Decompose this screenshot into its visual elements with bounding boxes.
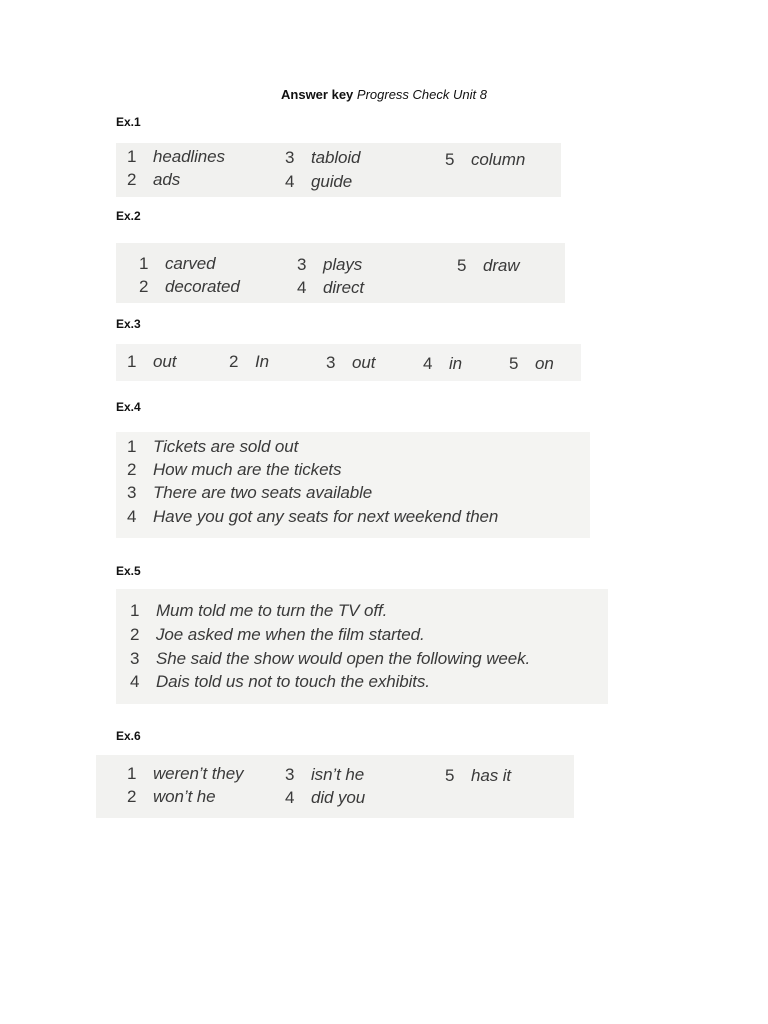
answer-text: She said the show would open the following week. bbox=[156, 649, 531, 668]
answer-number: 1 bbox=[130, 601, 140, 620]
answer-text: Tickets are sold out bbox=[153, 437, 299, 456]
exercise-label: Ex.5 bbox=[116, 564, 141, 578]
answer-item bbox=[326, 353, 375, 373]
answer-item bbox=[297, 255, 362, 275]
answer-number: 3 bbox=[285, 765, 295, 784]
answer-item bbox=[297, 278, 364, 298]
answer-number: 2 bbox=[139, 277, 149, 296]
answer-text: did you bbox=[311, 788, 366, 807]
answer-number: 4 bbox=[285, 172, 295, 191]
answer-item bbox=[285, 172, 352, 192]
answer-item bbox=[127, 352, 176, 372]
answer-text: tabloid bbox=[311, 148, 361, 167]
answer-number: 3 bbox=[285, 148, 295, 167]
exercise-label: Ex.2 bbox=[116, 209, 141, 223]
answer-text: ads bbox=[153, 170, 181, 189]
answer-number: 5 bbox=[457, 256, 467, 275]
exercise-label: Ex.6 bbox=[116, 729, 141, 743]
answer-number: 1 bbox=[127, 147, 137, 166]
exercise-label: Ex.3 bbox=[116, 317, 141, 331]
answer-text: In bbox=[255, 352, 269, 371]
answer-item bbox=[127, 507, 498, 527]
answer-number: 1 bbox=[127, 352, 137, 371]
exercise-label: Ex.4 bbox=[116, 400, 141, 414]
answer-number: 2 bbox=[127, 170, 137, 189]
answer-item bbox=[127, 764, 243, 784]
answer-text: has it bbox=[471, 766, 512, 785]
answer-item bbox=[130, 625, 425, 645]
answer-number: 5 bbox=[445, 766, 455, 785]
answer-number: 5 bbox=[445, 150, 455, 169]
answer-number: 4 bbox=[297, 278, 307, 297]
answer-number: 4 bbox=[130, 672, 140, 691]
answer-box bbox=[116, 143, 561, 197]
answer-item bbox=[229, 352, 269, 372]
answer-item bbox=[127, 437, 298, 457]
answer-number: 4 bbox=[127, 507, 137, 526]
answer-number: 1 bbox=[127, 437, 137, 456]
answer-number: 1 bbox=[139, 254, 149, 273]
answer-item bbox=[127, 170, 180, 190]
answer-box bbox=[116, 432, 590, 538]
answer-item bbox=[139, 254, 215, 274]
answer-text: Dais told us not to touch the exhibits. bbox=[156, 672, 430, 691]
answer-text: isn’t he bbox=[311, 765, 365, 784]
answer-text: Have you got any seats for next weekend then bbox=[153, 507, 499, 526]
answer-number: 3 bbox=[130, 649, 140, 668]
answer-text: column bbox=[471, 150, 526, 169]
answer-item bbox=[130, 672, 430, 692]
answer-box bbox=[116, 589, 608, 704]
answer-item bbox=[127, 787, 216, 807]
page-title bbox=[0, 87, 768, 103]
answer-item bbox=[127, 460, 341, 480]
answer-item bbox=[130, 649, 530, 669]
answer-text: weren’t they bbox=[153, 764, 244, 783]
answer-item bbox=[509, 354, 554, 374]
answer-number: 1 bbox=[127, 764, 137, 783]
answer-text: There are two seats available bbox=[153, 483, 373, 502]
answer-number: 2 bbox=[130, 625, 140, 644]
answer-text: How much are the tickets bbox=[153, 460, 342, 479]
answer-number: 3 bbox=[297, 255, 307, 274]
answer-item bbox=[130, 601, 387, 621]
answer-text: headlines bbox=[153, 147, 225, 166]
answer-text: out bbox=[153, 352, 177, 371]
answer-item bbox=[423, 354, 462, 374]
answer-number: 4 bbox=[423, 354, 433, 373]
answer-number: 4 bbox=[285, 788, 295, 807]
answer-item bbox=[127, 147, 225, 167]
answer-number: 3 bbox=[127, 483, 137, 502]
answer-text: draw bbox=[483, 256, 520, 275]
answer-item bbox=[285, 788, 365, 808]
answer-item bbox=[445, 150, 525, 170]
answer-text: carved bbox=[165, 254, 216, 273]
answer-item bbox=[285, 148, 360, 168]
answer-text: Mum told me to turn the TV off. bbox=[156, 601, 388, 620]
answer-text: guide bbox=[311, 172, 353, 191]
answer-number: 5 bbox=[509, 354, 519, 373]
title-italic: Progress Check Unit 8 bbox=[356, 87, 487, 102]
answer-text: out bbox=[352, 353, 376, 372]
exercise-label: Ex.1 bbox=[116, 115, 141, 129]
answer-number: 2 bbox=[229, 352, 239, 371]
answer-item bbox=[127, 483, 372, 503]
answer-box bbox=[96, 755, 574, 818]
answer-item bbox=[285, 765, 364, 785]
answer-box bbox=[116, 243, 565, 303]
answer-box bbox=[116, 344, 581, 381]
answer-text: on bbox=[535, 354, 554, 373]
answer-text: Joe asked me when the film started. bbox=[156, 625, 425, 644]
title-bold: Answer key bbox=[281, 87, 354, 102]
answer-number: 3 bbox=[326, 353, 336, 372]
answer-text: direct bbox=[323, 278, 364, 297]
answer-item bbox=[139, 277, 240, 297]
answer-item bbox=[445, 766, 511, 786]
answer-item bbox=[457, 256, 519, 276]
answer-text: plays bbox=[323, 255, 363, 274]
answer-text: decorated bbox=[165, 277, 240, 296]
answer-number: 2 bbox=[127, 460, 137, 479]
answer-text: won’t he bbox=[153, 787, 216, 806]
answer-number: 2 bbox=[127, 787, 137, 806]
answer-text: in bbox=[449, 354, 463, 373]
